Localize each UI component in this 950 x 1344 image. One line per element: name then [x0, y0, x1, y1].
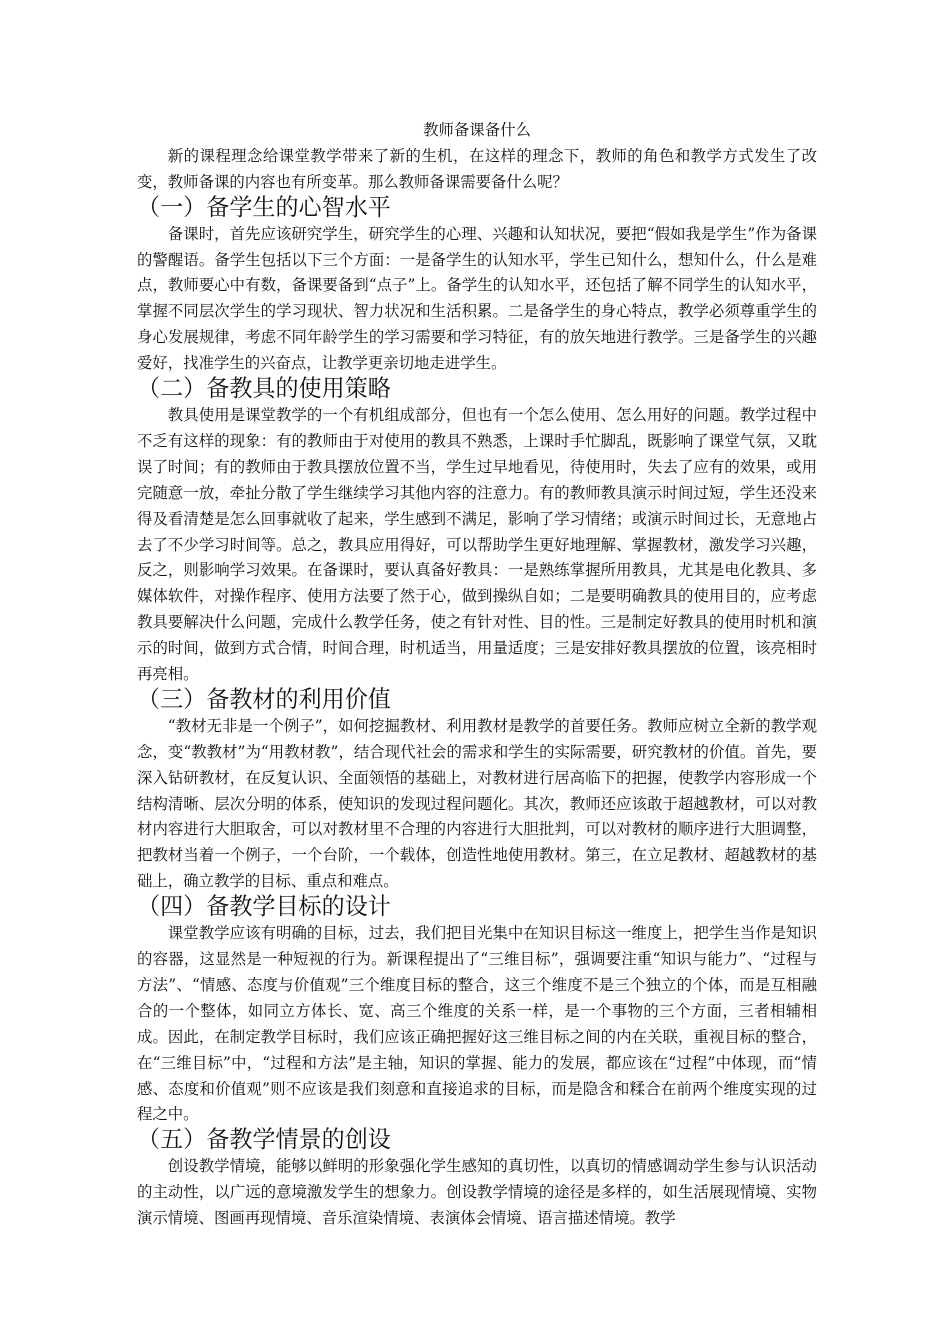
- section-4-heading: （四）备教学目标的设计: [137, 894, 391, 921]
- section-3-body: “教材无非是一个例子”，如何挖掘教材、利用教材是教学的首要任务。教师应树立全新的教学观念，变“教教材”为“用教材教”，结合现代社会的需求和学生的实际需要，研究教材的价值。首先，要深入钻研教材，在反复认识、全面领悟的基础上，对教材进行居高临下的把握，使教学内容形成一个结构清晰、层次分明的体系，使知识的发现过程问题化。其次，教师还应该敢于超越教材，可以对教材内容进行大胆取舍，可以对教材里不合理的内容进行大胆批判，可以对教材的顺序进行大胆调整，把教材当着一个例子，一个台阶，一个载体，创造性地使用教材。第三，在立足教材、超越教材的基础上，确立教学的目标、重点和难点。: [137, 716, 817, 891]
- section-2-body: 教具使用是课堂教学的一个有机组成部分，但也有一个怎么使用、怎么用好的问题。教学过程中不乏有这样的现象：有的教师由于对使用的教具不熟悉，上课时手忙脚乱，既影响了课堂气氛，又耽误了时间；有的教师由于教具摆放位置不当，学生过早地看见，待使用时，失去了应有的效果，或用完随意一放，牵扯分散了学生继续学习其他内容的注意力。有的教师教具演示时间过短，学生还没来得及看清楚是怎么回事就收了起来，学生感到不满足，影响了学习情绪；或演示时间过长，无意地占去了不少学习时间等。总之，教具应用得好，可以帮助学生更好地理解、掌握教材，激发学习兴趣，反之，则影响学习效果。在备课时，要认真备好教具：一是熟练掌握所用教具，尤其是电化教具、多媒体软件，对操作程序、使用方法要了然于心，做到操纵自如；二是要明确教具的使用目的，应考虑教具要解决什么问题，完成什么教学任务，使之有针对性、目的性。三是制定好教具的使用时机和演示的时间，做到方式合情，时间合理，时机适当，用量适度；三是安排好教具摆放的位置，该亮相时再亮相。: [137, 405, 817, 684]
- section-1-heading: （一）备学生的心智水平: [137, 194, 391, 221]
- section-2-heading: （二）备教具的使用策略: [137, 376, 391, 403]
- document-title: 教师备课备什么: [423, 121, 531, 139]
- intro-paragraph: 新的课程理念给课堂教学带来了新的生机，在这样的理念下，教师的角色和教学方式发生了改变，教师备课的内容也有所变革。那么教师备课需要备什么呢？: [137, 146, 817, 191]
- section-1-body: 备课时，首先应该研究学生，研究学生的心理、兴趣和认知状况，要把“假如我是学生”作为备课的警醒语。备学生包括以下三个方面：一是备学生的认知水平，学生已知什么，想知什么，什么是难点，教师要心中有数，备课要备到“点子”上。备学生的认知水平，还包括了解不同学生的认知水平，掌握不同层次学生的学习现状、智力状况和生活积累。二是备学生的身心特点，教学必须尊重学生的身心发展规律，考虑不同年龄学生的学习需要和学习特征，有的放矢地进行教学。三是备学生的兴趣爱好，找准学生的兴奋点，让教学更亲切地走进学生。: [137, 224, 817, 373]
- section-4-body: 课堂教学应该有明确的目标，过去，我们把目光集中在知识目标这一维度上，把学生当作是知识的容器，这显然是一种短视的行为。新课程提出了“三维目标”，强调要注重“知识与能力”、“过程与方法”、“情感、态度与价值观”三个维度目标的整合，这三个维度不是三个独立的个体，而是互相融合的一个整体，如同立方体长、宽、高三个维度的关系一样，是一个事物的三个方面，三者相辅相成。因此，在制定教学目标时，我们应该正确把握好这三维目标之间的内在关联，重视目标的整合，在“三维目标”中，“过程和方法”是主轴，知识的掌握、能力的发展，都应该在“过程”中体现，而“情感、态度和价值观”则不应该是我们刻意和直接追求的目标，而是隐含和糅合在前两个维度实现的过程之中。: [137, 924, 817, 1124]
- document-page: [137, 118, 817, 1232]
- section-5-body: 创设教学情境，能够以鲜明的形象强化学生感知的真切性，以真切的情感调动学生参与认识活动的主动性，以广远的意境激发学生的想象力。创设教学情境的途径是多样的，如生活展现情境、实物演示情境、图画再现情境、音乐渲染情境、表演体会情境、语言描述情境。教学: [137, 1157, 817, 1228]
- section-5-heading: （五）备教学情景的创设: [137, 1127, 391, 1154]
- section-3-heading: （三）备教材的利用价值: [137, 686, 391, 713]
